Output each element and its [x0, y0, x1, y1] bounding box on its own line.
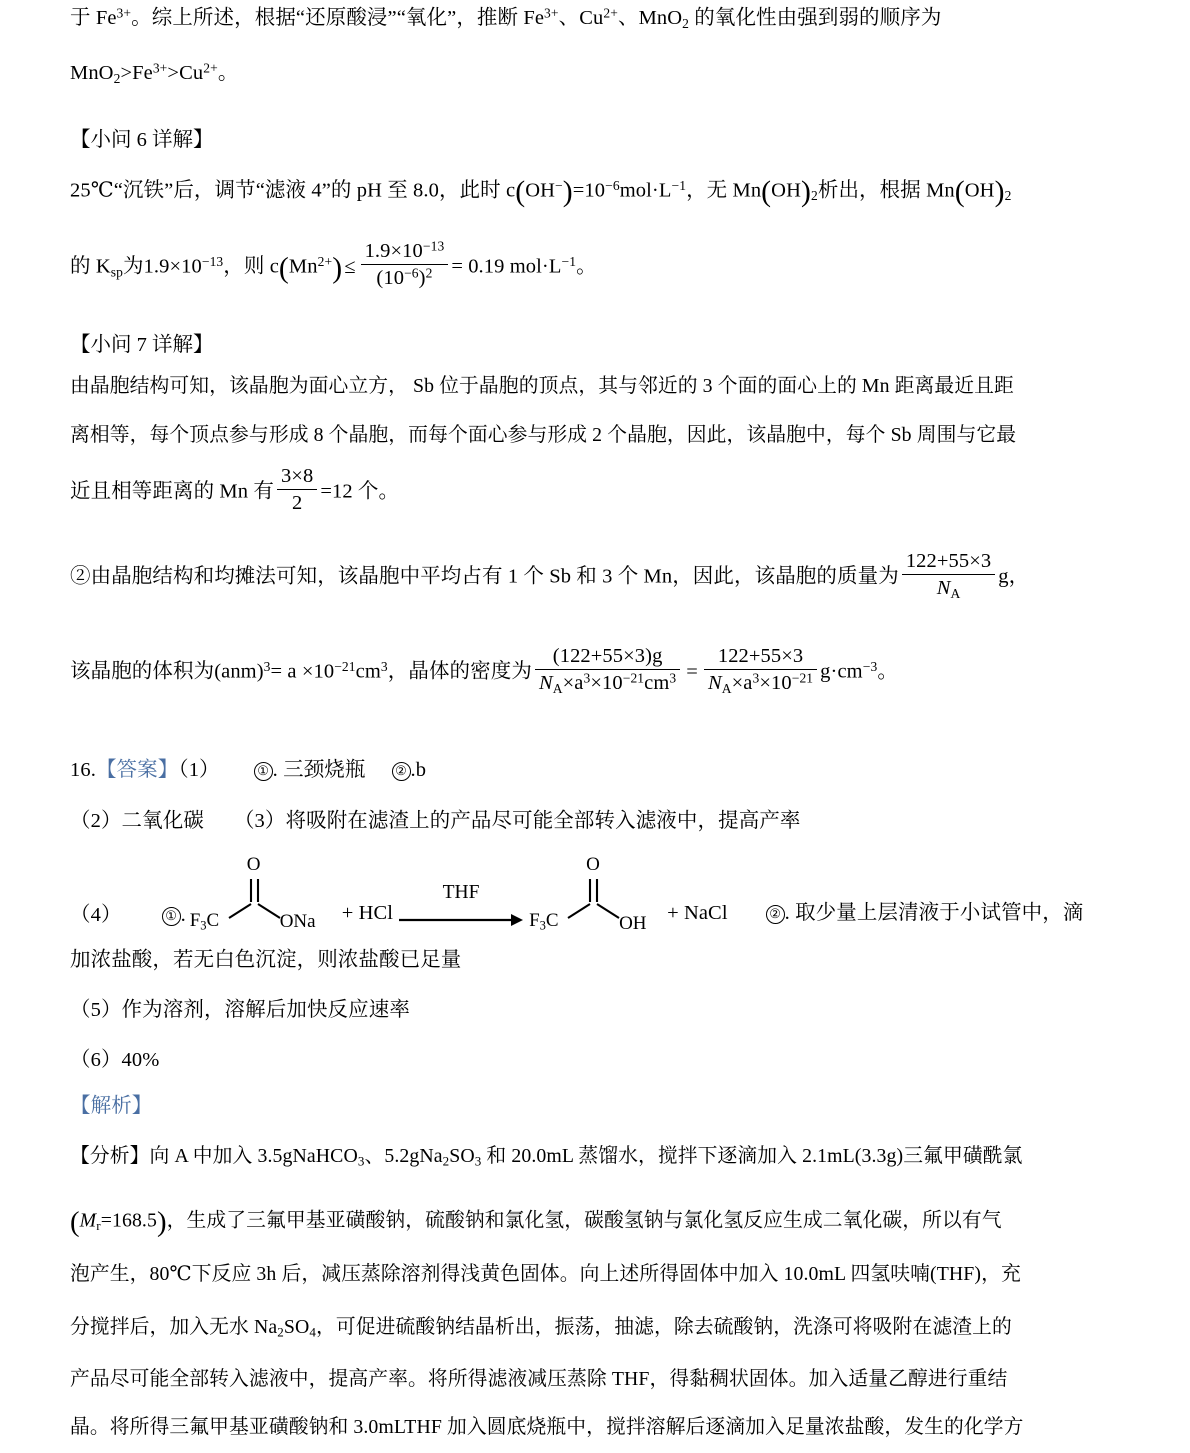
text-run: 。 — [877, 660, 898, 683]
density-fraction-1 — [535, 645, 680, 695]
superscript: 3+ — [544, 5, 559, 21]
label-oxygen: O — [586, 854, 600, 875]
question-16-answer-header — [70, 760, 426, 781]
circled-number-2: ② — [766, 905, 785, 924]
section-7-line-1: 由晶胞结构可知，该晶胞为面心立方， Sb 位于晶胞的顶点，其与邻近的 3 个面的面心上的 Mn 距离最近且距 — [70, 375, 1014, 397]
subscript: 2 — [1004, 188, 1012, 204]
arrow-glyph — [397, 912, 525, 930]
reaction-arrow — [397, 882, 525, 932]
density-fraction-2 — [704, 645, 817, 695]
text-run: =168.5 — [100, 1209, 157, 1232]
fenxi-line-1 — [70, 1147, 1022, 1167]
paren-open: ( — [70, 1206, 80, 1238]
part-1-label: （1） — [178, 759, 220, 781]
fraction-numerator — [535, 645, 680, 670]
text-run: F — [529, 910, 540, 931]
circled-number-1: ① — [162, 907, 181, 926]
text-run: ，无 Mn — [686, 179, 762, 202]
text-run: SO — [449, 1145, 475, 1167]
text-run: mol — [619, 179, 652, 202]
superscript: 2+ — [603, 5, 618, 21]
subscript: 3 — [357, 1153, 365, 1169]
subscript: 4 — [309, 1324, 316, 1340]
text-run: = 0.19 — [451, 255, 510, 278]
superscript: 3 — [380, 659, 388, 675]
arrow-condition-thf: THF — [442, 882, 480, 903]
label-oh: OH — [619, 913, 647, 934]
text-run: · — [830, 660, 838, 683]
text-run: 。 — [576, 255, 597, 278]
subscript: sp — [110, 264, 123, 280]
part-1-item-2: .b — [410, 759, 427, 781]
label-oxygen: O — [246, 854, 261, 875]
question-number: 16. — [70, 759, 96, 781]
section-6-line-1 — [70, 178, 1011, 208]
fenxi-line-6: 晶。将所得三氟甲基亚磺酸钠和 3.0mLTHF 加入圆底烧瓶中，搅拌溶解后逐滴加入足量浓盐酸，发生的化学方 — [70, 1416, 1024, 1438]
text-run: 和 20.0mL 蒸馏水，搅拌下逐滴加入 2.1mL(3.3g)三氟甲磺酰氯 — [481, 1145, 1023, 1167]
text-run: cm — [355, 660, 381, 683]
text-run: ，生成了三氟甲基亚磺酸钠，硫酸钠和氯化氢，碳酸氢钠与氯化氢反应生成二氧化碳，所以有气 — [166, 1209, 1002, 1232]
part-4-item-2 — [766, 903, 1084, 924]
subscript: 3 — [474, 1153, 482, 1169]
text-run: ≤ — [344, 255, 356, 278]
text-run: . — [180, 903, 186, 926]
fraction-numerator — [361, 240, 449, 265]
subscript: 2 — [682, 15, 690, 31]
paren-close: ) — [562, 176, 573, 208]
top-paragraph-line-1 — [70, 5, 942, 31]
superscript: 2+ — [317, 254, 333, 270]
superscript: 3 — [583, 670, 591, 686]
subscript: 2 — [277, 1324, 284, 1340]
circled-number-1: ① — [254, 762, 273, 781]
text-run: MnO — [70, 62, 114, 84]
section-7-heading: 【小问 7 详解】 — [70, 334, 214, 356]
text-run: ) — [418, 266, 426, 289]
structure-sodium-trifluoromethanesulfinate — [189, 854, 338, 933]
text-run: ，则 c — [223, 255, 279, 278]
text-run: OH — [964, 179, 995, 202]
text-run: 的氧化性由强到弱的顺序为 — [689, 7, 942, 29]
text-run: L — [658, 179, 672, 202]
section-7b-line-2 — [70, 644, 898, 698]
text-run: g， — [998, 565, 1030, 588]
superscript: −21 — [622, 670, 645, 686]
text-run: g — [652, 644, 663, 667]
ksp-fraction — [361, 240, 449, 290]
paren-open: ( — [954, 176, 965, 208]
question-16-part-2-3 — [70, 811, 801, 832]
text-run: · — [651, 179, 659, 202]
paren-open: ( — [761, 176, 772, 208]
text-run: =10 — [572, 179, 606, 202]
paren-close: ) — [156, 1206, 167, 1238]
jiexi-label: 【解析】 — [70, 1095, 153, 1117]
label-f3c — [529, 910, 559, 932]
text-run: 该晶胞的体积为 — [70, 660, 215, 683]
superscript: −6 — [404, 265, 419, 281]
text-run: ×a — [562, 671, 584, 694]
text-run: (10 — [376, 266, 405, 289]
fenxi-line-4 — [70, 1318, 1012, 1338]
text-run: C — [206, 910, 220, 931]
fraction-denominator — [535, 670, 680, 695]
subscript: r — [96, 1218, 101, 1234]
label-f3c — [190, 910, 220, 932]
text-run: SO — [283, 1316, 310, 1338]
cell-mass-fraction — [902, 550, 995, 600]
section-7-line-3 — [70, 464, 400, 518]
superscript: −1 — [561, 254, 577, 270]
fenxi-line-3: 泡产生，80℃下反应 3h 后，减压蒸除溶剂得浅黄色固体。向上述所得固体中加入 10.0mL 四氢呋喃(THF)，充 — [70, 1263, 1021, 1285]
text-run: Mn — [288, 255, 318, 278]
fraction-numerator: 122+55×3 — [902, 550, 995, 575]
fraction-denominator: 2 — [291, 491, 303, 514]
text-run: 的 K — [70, 255, 111, 278]
part-4-label: （4） — [70, 903, 122, 926]
text-run: ②由晶胞结构和均摊法可知，该晶胞中平均占有 1 个 Sb 和 3 个 Mn，因此，该晶胞的质量为 — [70, 565, 899, 588]
question-16-part-4-line-2: 加浓盐酸，若无白色沉淀，则浓盐酸已足量 — [70, 949, 462, 971]
text-run: ，可促进硫酸钠结晶析出，振荡，抽滤，除去硫酸钠，洗涤可将吸附在滤渣上的 — [316, 1316, 1012, 1338]
paren-close: ) — [800, 176, 811, 208]
text-run: N — [538, 671, 553, 694]
text-run: =12 个。 — [320, 480, 400, 503]
text-run: 、5.2gNa — [364, 1145, 443, 1167]
subscript: 2 — [810, 188, 818, 204]
reagent-hcl: + HCl — [341, 901, 394, 924]
subscript: A — [721, 680, 732, 696]
text-run: (anm) — [214, 660, 264, 683]
subscript: A — [552, 680, 563, 696]
superscript: −13 — [422, 238, 445, 254]
text-run: 析出，根据 Mn — [817, 179, 955, 202]
equals-sign: = — [686, 660, 698, 683]
text-run: mol — [509, 255, 542, 278]
superscript: −1 — [671, 177, 687, 193]
fenxi-line-2 — [70, 1208, 1002, 1237]
question-16-part-6: （6）40% — [70, 1049, 160, 1071]
paren-open: ( — [278, 252, 289, 285]
fraction-denominator — [704, 670, 817, 695]
text-run: 、MnO — [617, 7, 683, 29]
text-run: M — [79, 1209, 97, 1232]
fenxi-line-5: 产品尽可能全部转入滤液中，提高产率。将所得滤液减压蒸除 THF，得黏稠状固体。加入适量乙醇进行重结 — [70, 1368, 1008, 1390]
text-run: 为1.9×10 — [122, 255, 202, 278]
text-run: g — [820, 660, 831, 683]
coordination-fraction — [277, 465, 317, 515]
text-run: 分搅拌后，加入无水 Na — [70, 1316, 278, 1338]
superscript: 3 — [669, 670, 677, 686]
subscript: 2 — [442, 1153, 450, 1169]
superscript: − — [555, 177, 563, 193]
superscript: 2 — [425, 265, 433, 281]
section-7-line-2: 离相等，每个顶点参与形成 8 个晶胞，而每个面心参与形成 2 个晶胞，因此，该晶胞中，每个 Sb 周围与它最 — [70, 424, 1017, 446]
text-run: >Fe — [120, 62, 153, 84]
text-run: cm — [837, 660, 863, 683]
text-run: ×10 — [759, 671, 792, 694]
part-4-item-1-marker — [162, 904, 186, 927]
superscript: 3 — [752, 670, 760, 686]
text-run: C — [545, 910, 559, 931]
superscript: 3+ — [116, 5, 132, 21]
superscript: 2+ — [203, 60, 218, 76]
text-run: N — [936, 576, 951, 599]
paren-close: ) — [332, 252, 343, 285]
text-run: · — [541, 255, 549, 278]
subscript: 3 — [539, 918, 546, 933]
fenxi-label: 【分析】 — [70, 1145, 150, 1167]
subscript: 2 — [113, 70, 121, 86]
superscript: −6 — [605, 177, 620, 193]
paren-close: ) — [994, 176, 1005, 208]
text-run: OH — [525, 179, 555, 202]
top-paragraph-line-2 — [70, 60, 239, 86]
text-run: F — [189, 910, 201, 931]
text-run: = a ×10 — [270, 660, 335, 683]
fraction-denominator — [902, 575, 995, 600]
text-run: L — [548, 255, 562, 278]
question-16-part-4-reaction-row — [70, 854, 1084, 954]
text-run: 、Cu — [558, 7, 604, 29]
text-run: (122+55×3) — [552, 644, 653, 667]
text-run: 近且相等距离的 Mn 有 — [70, 480, 274, 503]
text-run: ，晶体的密度为 — [387, 660, 532, 683]
question-16-part-5: （5）作为溶剂，溶解后加快反应速率 — [70, 999, 410, 1021]
fraction-numerator: 3×8 — [277, 465, 317, 490]
fraction-denominator — [361, 265, 449, 290]
paren-open: ( — [515, 176, 526, 208]
circled-number-2: ② — [392, 762, 411, 781]
superscript: −21 — [791, 670, 814, 686]
section-6-heading: 【小问 6 详解】 — [70, 129, 214, 151]
text-run: ×10 — [590, 671, 623, 694]
superscript: 3+ — [152, 60, 168, 76]
product-nacl: + NaCl — [667, 901, 728, 924]
part-1-item-1: . 三颈烧瓶 — [272, 759, 366, 781]
text-run: OH — [771, 179, 801, 202]
text-run: . 取少量上层清液于小试管中，滴 — [784, 901, 1084, 924]
text-run: >Cu — [167, 62, 204, 84]
subscript: 3 — [200, 918, 207, 933]
part-3-label: （3）将吸附在滤渣上的产品尽可能全部转入滤液中，提高产率 — [233, 810, 801, 832]
part-2-label: （2）二氧化碳 — [70, 810, 204, 832]
text-run: ×a — [731, 671, 753, 694]
text-run: 。综上所述，根据“还原酸浸”“氧化”，推断 Fe — [131, 7, 545, 29]
superscript: −21 — [334, 659, 356, 675]
text-run: 1.9×10 — [364, 239, 423, 262]
superscript: 3 — [263, 659, 271, 675]
text-run: 向 A 中加入 3.5gNaHCO — [149, 1145, 358, 1167]
subscript: A — [950, 585, 961, 601]
structure-trifluoromethanesulfinic-acid — [529, 854, 663, 934]
fraction-numerator: 122+55×3 — [704, 645, 817, 670]
superscript: −13 — [201, 254, 224, 270]
label-ona: ONa — [279, 911, 316, 932]
text-run: 25℃“沉铁”后，调节“滤液 4”的 pH 至 8.0，此时 c — [70, 179, 516, 202]
text-run: 于 Fe — [70, 7, 117, 29]
superscript: −3 — [862, 659, 878, 675]
text-run: 。 — [217, 62, 239, 84]
text-run: cm — [644, 671, 670, 694]
section-7b-line-1 — [70, 549, 1030, 603]
section-6-line-2 — [70, 238, 597, 293]
text-run: N — [707, 671, 722, 694]
answer-label: 【答案】 — [95, 759, 179, 781]
